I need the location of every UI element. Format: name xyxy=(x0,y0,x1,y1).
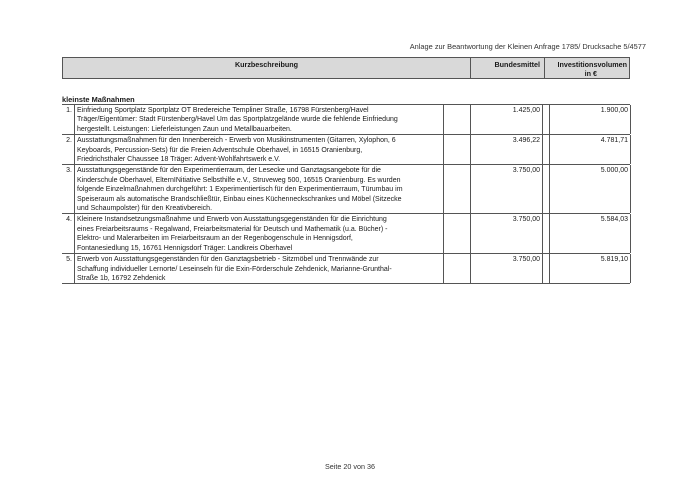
description-line: Träger/Eigentümer: Stadt Fürstenberg/Havel Um das Sportplatzgelände wurde die fehlende Einfriedung xyxy=(77,116,398,124)
table-row xyxy=(62,165,630,214)
description-line: Speiseraum als automatische Brandschließtür, Einbau eines Küchenneckschrankes und Möbel (Sitzecke xyxy=(77,195,402,203)
description-line: Straße 1b, 16792 Zehdenick xyxy=(77,274,166,282)
description-line: Friedrichsthaler Chaussee 18 Träger: Advent-Wohlfahrtswerk e.V. xyxy=(77,156,281,164)
investitionsvolumen-cell: 4.781,71 xyxy=(549,135,631,164)
row-description xyxy=(74,214,444,253)
row-number: 3. xyxy=(66,167,72,175)
investitionsvolumen-cell: 5.584,03 xyxy=(549,214,631,253)
table-row xyxy=(62,254,630,284)
table-row xyxy=(62,105,630,135)
table-row xyxy=(62,135,630,165)
description-line: hergestellt. Leistungen: Lieferleistungen Zaun und Metallbauarbeiten. xyxy=(77,125,292,133)
bundesmittel-cell: 3.750,00 xyxy=(470,165,543,213)
column-header-kurzbeschreibung: Kurzbeschreibung xyxy=(63,58,471,78)
bundesmittel-cell: 3.750,00 xyxy=(470,254,543,283)
column-header-investitionsvolumen xyxy=(545,58,631,78)
row-number: 1. xyxy=(66,107,72,114)
description-line: Keyboards, Percussion-Sets) für die Freien Adventschule Oberhavel, in 16515 Oranienburg, xyxy=(77,146,363,154)
description-line: Ausstattungsgegenstände für den Experimentierraum, der Lesecke und Ganztagsangebote für die xyxy=(77,167,381,175)
row-description xyxy=(74,254,444,283)
table-header xyxy=(62,57,630,79)
investitionsvolumen-cell: 5.000,00 xyxy=(549,165,631,213)
measures-table-body xyxy=(62,104,630,284)
row-number: 2. xyxy=(66,137,72,145)
row-number: 4. xyxy=(66,216,72,224)
row-number: 5. xyxy=(66,256,72,264)
description-line: und Schaumpolster) für den Kreativbereich. xyxy=(77,205,213,213)
row-description xyxy=(74,165,444,213)
row-description xyxy=(74,135,444,164)
description-line: Einfriedung Sportplatz Sportplatz OT Bredereiche Templiner Straße, 16798 Fürstenberg/Havel xyxy=(77,107,369,114)
page-number-footer: Seite 20 von 36 xyxy=(325,462,375,471)
investitionsvolumen-cell: 5.819,10 xyxy=(549,254,631,283)
document-header-note: Anlage zur Beantwortung der Kleinen Anfrage 1785/ Drucksache 5/4577 xyxy=(409,42,646,51)
section-title: kleinste Maßnahmen xyxy=(62,95,135,104)
description-line: Ausstattungsmaßnahmen für den Innenbereich - Erwerb von Musikinstrumenten (Gitarren, Xylophon, 6 xyxy=(77,137,396,145)
bundesmittel-cell: 3.750,00 xyxy=(470,214,543,253)
description-line: folgende Einzelmaßnahmen durchgeführt: 1 Experimentiertisch für den Experimentierraum, Türumbau im xyxy=(77,186,403,194)
description-line: Erwerb von Ausstattungsgegenständen für den Ganztagsbetrieb - Sitzmöbel und Trennwände zur xyxy=(77,256,379,264)
description-line: Kleinere Instandsetzungsmaßnahme und Erwerb von Ausstattungsgegenständen für die Einrichtung xyxy=(77,216,387,224)
column-header-bundesmittel: Bundesmittel xyxy=(471,58,545,78)
currency-unit-label: in € xyxy=(584,69,597,78)
bundesmittel-cell: 3.496,22 xyxy=(470,135,543,164)
description-line: Fontanesiedlung 15, 16761 Hennigsdorf Träger: Landkreis Oberhavel xyxy=(77,244,293,252)
row-description xyxy=(74,105,444,134)
description-line: eines Freiarbeitsraums - Regalwand, Freiarbeitsmaterial für Deutsch und Mathematik (u.a. Bücher) - xyxy=(77,225,388,233)
investitionsvolumen-label: Investitionsvolumen xyxy=(557,60,627,69)
table-row xyxy=(62,214,630,254)
bundesmittel-cell: 1.425,00 xyxy=(470,105,543,134)
description-line: Elektro- und Malerarbeiten im Freiarbeitsraum an der Regenbogenschule in Hennigsdorf, xyxy=(77,235,353,243)
description-line: Schaffung individueller Lernorte/ Leseinseln für die Exin-Förderschule Zehdenick, Marianne-Grunthal- xyxy=(77,265,392,273)
description-line: Kinderschule Oberhavel, ElternINitiative Selbsthilfe e.V., Struveweg 500, 16515 Oranienburg. Es wurden xyxy=(77,176,401,184)
investitionsvolumen-cell: 1.900,00 xyxy=(549,105,631,134)
